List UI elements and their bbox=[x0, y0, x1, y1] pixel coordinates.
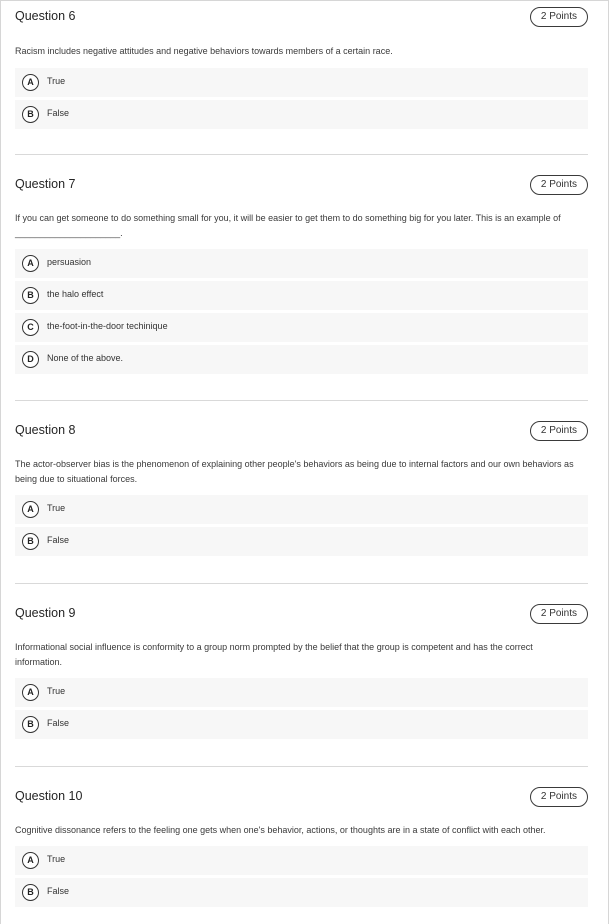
option-label: True bbox=[47, 76, 66, 86]
question-header bbox=[15, 604, 588, 626]
option-a[interactable] bbox=[15, 678, 588, 707]
question-8 bbox=[15, 421, 588, 559]
option-letter-badge: B bbox=[22, 287, 39, 304]
question-text: Racism includes negative attitudes and negative behaviors towards members of a certain race. bbox=[15, 46, 393, 56]
question-title: Question 8 bbox=[15, 423, 76, 437]
answer-options bbox=[15, 846, 588, 907]
option-label: True bbox=[47, 503, 66, 513]
question-text: The actor-observer bias is the phenomenon of explaining other people's behaviors as being due to internal factors and our own behaviors as being due to situational forces. bbox=[15, 459, 574, 484]
points-badge: 2 Points bbox=[530, 7, 588, 27]
option-label: False bbox=[47, 886, 70, 896]
question-header bbox=[15, 175, 588, 197]
question-7 bbox=[15, 175, 588, 377]
question-text: Cognitive dissonance refers to the feeling one gets when one's behavior, actions, or thoughts are in a state of conflict with each other. bbox=[15, 825, 546, 835]
question-header bbox=[15, 421, 588, 443]
question-10 bbox=[15, 787, 588, 910]
option-letter-badge: A bbox=[22, 255, 39, 272]
option-letter-badge: B bbox=[22, 106, 39, 123]
option-letter-badge: B bbox=[22, 716, 39, 733]
option-d[interactable] bbox=[15, 345, 588, 374]
option-label: the-foot-in-the-door techinique bbox=[47, 321, 168, 331]
option-label: True bbox=[47, 854, 66, 864]
answer-options bbox=[15, 249, 588, 374]
option-a[interactable] bbox=[15, 249, 588, 278]
option-letter-badge: A bbox=[22, 684, 39, 701]
question-text: Informational social influence is conformity to a group norm prompted by the belief that the group is competent and has the correct information. bbox=[15, 642, 533, 667]
option-c[interactable] bbox=[15, 313, 588, 342]
option-letter-badge: A bbox=[22, 852, 39, 869]
question-title: Question 6 bbox=[15, 9, 76, 23]
option-letter-badge: D bbox=[22, 351, 39, 368]
question-text: If you can get someone to do something small for you, it will be easier to get them to do something big for you later. This is an example of _____________________. bbox=[15, 213, 561, 238]
question-header bbox=[15, 7, 588, 29]
option-letter-badge: A bbox=[22, 74, 39, 91]
points-badge: 2 Points bbox=[530, 421, 588, 441]
option-b[interactable] bbox=[15, 281, 588, 310]
answer-options bbox=[15, 495, 588, 556]
option-b[interactable] bbox=[15, 878, 588, 907]
option-label: False bbox=[47, 535, 70, 545]
option-label: True bbox=[47, 686, 66, 696]
option-b[interactable] bbox=[15, 100, 588, 129]
option-b[interactable] bbox=[15, 527, 588, 556]
option-a[interactable] bbox=[15, 68, 588, 97]
option-label: False bbox=[47, 108, 70, 118]
option-label: False bbox=[47, 718, 70, 728]
answer-options bbox=[15, 678, 588, 739]
points-badge: 2 Points bbox=[530, 787, 588, 807]
answer-options bbox=[15, 68, 588, 129]
option-label: None of the above. bbox=[47, 353, 124, 363]
question-6 bbox=[15, 7, 588, 132]
option-label: the halo effect bbox=[47, 289, 104, 299]
question-title: Question 10 bbox=[15, 789, 83, 803]
points-badge: 2 Points bbox=[530, 604, 588, 624]
option-a[interactable] bbox=[15, 846, 588, 875]
question-header bbox=[15, 787, 588, 809]
question-divider bbox=[15, 400, 588, 401]
option-letter-badge: C bbox=[22, 319, 39, 336]
points-badge: 2 Points bbox=[530, 175, 588, 195]
option-letter-badge: B bbox=[22, 533, 39, 550]
question-divider bbox=[15, 766, 588, 767]
question-divider bbox=[15, 154, 588, 155]
option-letter-badge: A bbox=[22, 501, 39, 518]
option-a[interactable] bbox=[15, 495, 588, 524]
option-letter-badge: B bbox=[22, 884, 39, 901]
option-label: persuasion bbox=[47, 257, 92, 267]
question-9 bbox=[15, 604, 588, 742]
question-title: Question 7 bbox=[15, 177, 76, 191]
option-b[interactable] bbox=[15, 710, 588, 739]
question-title: Question 9 bbox=[15, 606, 76, 620]
question-divider bbox=[15, 583, 588, 584]
